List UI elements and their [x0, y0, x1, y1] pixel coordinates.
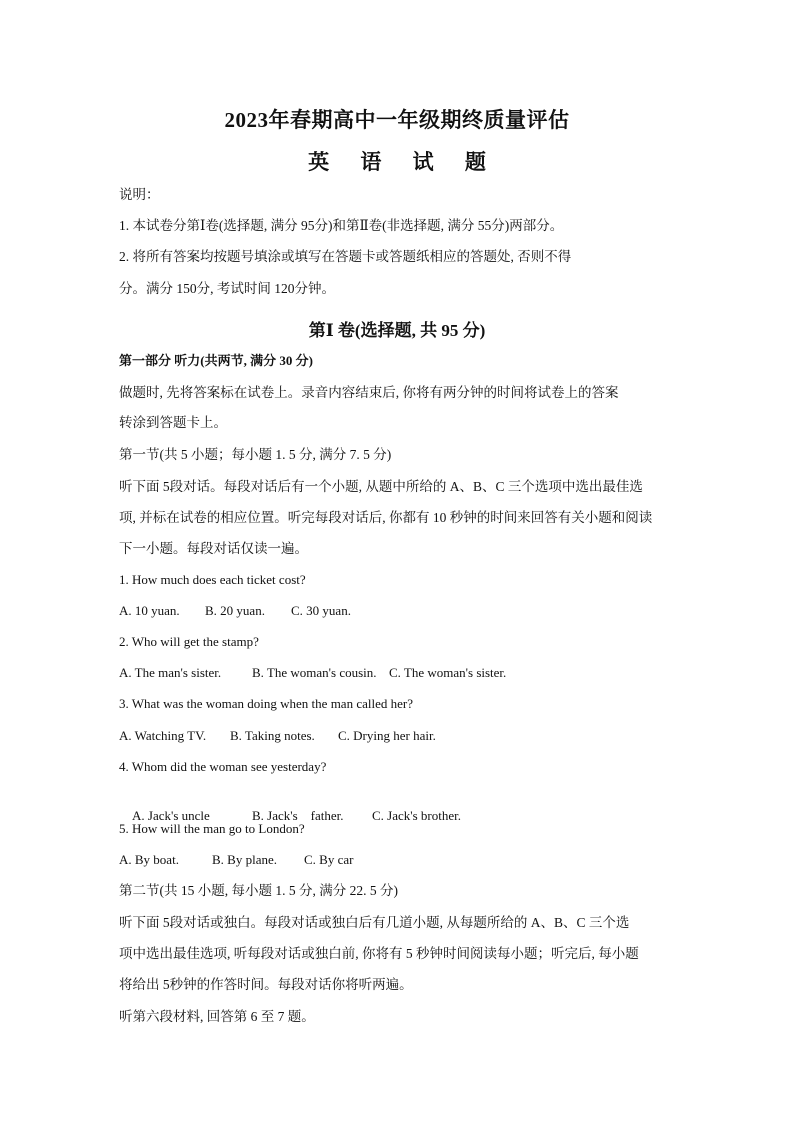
- subsection-1-instructions-line-1: 听下面 5段对话。每段对话后有一个小题, 从题中所给的 A、B、C 三个选项中选出最佳选: [119, 479, 643, 494]
- question-3-options: [119, 727, 436, 745]
- exam-subject: 英 语 试 题: [308, 150, 499, 174]
- option-a: A. Jack's uncle: [132, 808, 210, 823]
- listening-instructions-line-2: 转涂到答题卡上。: [119, 415, 227, 430]
- notes-item-1: 1. 本试卷分第Ⅰ卷(选择题, 满分 95分)和第Ⅱ卷(非选择题, 满分 55分)两部分。: [119, 218, 564, 233]
- option-c: C. By car: [304, 852, 354, 867]
- question-4: 4. Whom did the woman see yesterday?: [119, 759, 327, 774]
- listening-instructions-line-1: 做题时, 先将答案标在试卷上。录音内容结束后, 你将有两分钟的时间将试卷上的答案: [119, 385, 619, 400]
- question-5: 5. How will the man go to London?: [119, 821, 305, 836]
- question-2-options: [119, 664, 506, 682]
- subsection-2-heading: 第二节(共 15 小题, 每小题 1. 5 分, 满分 22. 5 分): [119, 883, 398, 898]
- subsection-2-instructions-line-3: 将给出 5秒钟的作答时间。每段对话你将听两遍。: [119, 977, 413, 992]
- part-1-heading: 第一部分 听力(共两节, 满分 30 分): [119, 353, 313, 368]
- subsection-1-instructions-line-3: 下一小题。每段对话仅读一遍。: [119, 541, 308, 556]
- option-c: C. 30 yuan.: [291, 603, 351, 618]
- option-a: A. Watching TV.: [119, 728, 207, 743]
- subsection-1-instructions-line-2: 项, 并标在试卷的相应位置。听完每段对话后, 你都有 10 秒钟的时间来回答有关小题和阅读: [119, 510, 653, 525]
- option-b: B. Jack's father.: [252, 808, 344, 823]
- subsection-2-instructions-line-2: 项中选出最佳选项, 听每段对话或独白前, 你将有 5 秒钟时间阅读每小题；听完后, 每小题: [119, 946, 639, 961]
- option-a: A. The man's sister.: [119, 665, 222, 680]
- question-2: 2. Who will get the stamp?: [119, 634, 259, 649]
- notes-item-2-line-1: 2. 将所有答案均按题号填涂或填写在答题卡或答题纸相应的答题处, 否则不得: [119, 249, 572, 264]
- question-5-options: [119, 851, 353, 869]
- option-b: B. By plane.: [212, 852, 277, 867]
- option-b: B. Taking notes.: [230, 728, 315, 743]
- option-c: C. Drying her hair.: [338, 728, 436, 743]
- option-c: C. The woman's sister.: [389, 665, 507, 680]
- question-3: 3. What was the woman doing when the man called her?: [119, 696, 413, 711]
- material-6-instruction: 听第六段材料, 回答第 6 至 7 题。: [119, 1009, 315, 1024]
- option-b: B. 20 yuan.: [205, 603, 265, 618]
- notes-heading: 说明：: [119, 187, 160, 202]
- question-1-options: [119, 602, 351, 620]
- subsection-1-heading: 第一节(共 5 小题；每小题 1. 5 分, 满分 7. 5 分): [119, 447, 392, 462]
- option-a: A. By boat.: [119, 852, 179, 867]
- option-a: A. 10 yuan.: [119, 603, 180, 618]
- subsection-2-instructions-line-1: 听下面 5段对话或独白。每段对话或独白后有几道小题, 从每题所给的 A、B、C 三个选: [119, 915, 630, 930]
- notes-item-2-line-2: 分。满分 150分, 考试时间 120分钟。: [119, 281, 335, 296]
- option-c: C. Jack's brother.: [372, 808, 461, 823]
- question-1: 1. How much does each ticket cost?: [119, 572, 306, 587]
- section-1-title: 第Ⅰ 卷(选择题, 共 95 分): [308, 321, 486, 340]
- exam-title: 2023年春期高中一年级期终质量评估: [224, 108, 570, 132]
- option-b: B. The woman's cousin.: [252, 665, 377, 680]
